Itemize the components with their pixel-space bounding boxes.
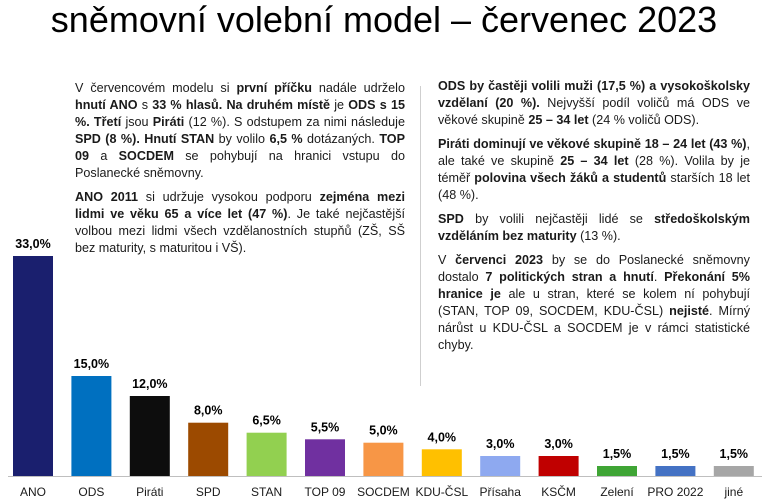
commentary-left bbox=[75, 80, 405, 264]
value-label-zelen-: 1,5% bbox=[602, 447, 632, 461]
bar-socdem bbox=[363, 443, 403, 476]
right-paragraph-2: Piráti dominují ve věkové skupině 18 – 24 let (43 %), ale také ve skupině 25 – 34 let (28 %). Volila by je téměř polovina všech žáků a studentů starších 18 let (48 %). bbox=[438, 137, 750, 202]
category-label-pir-ti: Piráti bbox=[136, 485, 164, 499]
category-label-jin-: jiné bbox=[724, 485, 744, 499]
category-label-ano: ANO bbox=[19, 485, 47, 499]
bar-ods bbox=[71, 376, 111, 476]
value-label-kdu-sl: 4,0% bbox=[427, 430, 457, 445]
value-label-jin-: 1,5% bbox=[719, 447, 749, 461]
value-label-pro-2022: 1,5% bbox=[661, 447, 690, 461]
bar-ks-m bbox=[539, 456, 579, 476]
chart-title: sněmovní volební model – červenec 2023 bbox=[50, 0, 718, 40]
category-label-zelen-: Zelení bbox=[600, 485, 634, 499]
category-label-p-saha: Přísaha bbox=[479, 485, 521, 499]
column-divider bbox=[420, 86, 421, 386]
category-label-kdu-sl: KDU-ČSL bbox=[415, 485, 469, 499]
bar-stan bbox=[247, 433, 287, 476]
category-label-ods: ODS bbox=[78, 485, 105, 499]
bar-top-09 bbox=[305, 439, 345, 476]
value-label-p-saha: 3,0% bbox=[485, 437, 515, 451]
bar-ano bbox=[13, 256, 53, 476]
value-label-stan: 6,5% bbox=[252, 413, 281, 428]
category-label-pro-2022: PRO 2022 bbox=[647, 485, 704, 499]
category-label-stan: STAN bbox=[251, 485, 283, 499]
value-label-ods: 15,0% bbox=[73, 357, 110, 371]
right-paragraph-3: SPD by volili nejčastěji lidé se středoškolským vzděláním bez maturity (13 %). bbox=[438, 212, 750, 243]
right-paragraph-1: ODS by častěji volili muži (17,5 %) a vysokoškolsky vzdělaní (20 %). Nejvyšší podíl voličů má ODS ve věkové skupině 25 – 34 let (24 % voličů ODS). bbox=[438, 79, 750, 127]
right-paragraph-4: V červenci 2023 by se do Poslanecké sněmovny dostalo 7 politických stran a hnutí. Překonání 5% hranice je ale u stran, které se kolem ní pohybují (STAN, TOP 09, SOCDEM, KDU-ČSL) nejisté. Mírný nárůst u KDU-ČSL a SOCDEM je v rámci statistické chyby. bbox=[438, 253, 751, 352]
value-label-pir-ti: 12,0% bbox=[132, 377, 168, 391]
value-label-ks-m: 3,0% bbox=[544, 437, 573, 451]
left-paragraph-1: V červencovém modelu si první příčku nadále udrželo hnutí ANO s 33 % hlasů. Na druhém místě je ODS s 15 %. Třetí jsou Piráti (12 %). S odstupem za nimi následuje SPD (8 %). Hnutí STAN by volilo 6,5 % dotázaných. TOP 09 a SOCDEM se pohybují na hranici vstupu do Poslanecké sněmovny. bbox=[75, 81, 405, 180]
bar-spd bbox=[188, 423, 228, 476]
category-label-spd: SPD bbox=[195, 485, 221, 499]
value-label-ano: 33,0% bbox=[15, 237, 51, 251]
value-label-spd: 8,0% bbox=[193, 403, 223, 418]
bar-jin- bbox=[714, 466, 754, 476]
bar-kdu-sl bbox=[422, 449, 462, 476]
bar-pir-ti bbox=[130, 396, 170, 476]
category-label-top-09: TOP 09 bbox=[304, 485, 346, 499]
category-label-socdem: SOCDEM bbox=[357, 485, 410, 499]
category-label-ks-m: KSČM bbox=[541, 485, 576, 499]
left-paragraph-2: ANO 2011 si udržuje vysokou podporu zejména mezi lidmi ve věku 65 a více let (47 %). Je také nejčastější volbou mezi lidmi všech vzdělanostních stupňů (ZŠ, SŠ bez maturity, s maturitou i VŠ). bbox=[75, 190, 406, 255]
bar-zelen- bbox=[597, 466, 637, 476]
value-label-top-09: 5,5% bbox=[310, 420, 340, 435]
commentary-right bbox=[438, 78, 750, 361]
bar-pro-2022 bbox=[655, 466, 695, 476]
bar-p-saha bbox=[480, 456, 520, 476]
value-label-socdem: 5,0% bbox=[369, 423, 398, 438]
